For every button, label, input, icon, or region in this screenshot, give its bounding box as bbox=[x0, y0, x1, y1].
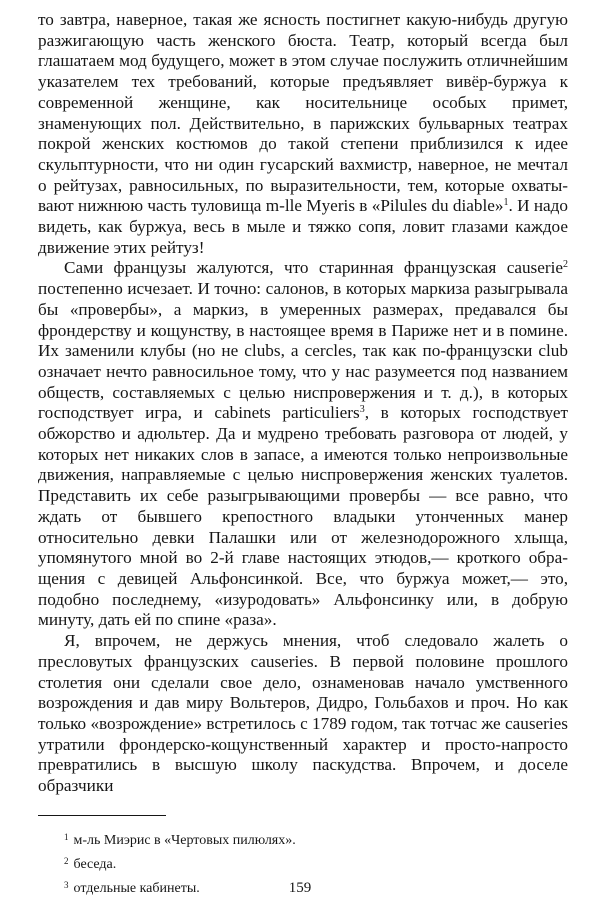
text-segment: постепенно исчезает. И точно: салонов, в которых маркиза разыгрывала бы «провербы», а маркиз, в умеренных размерах, предавался бы фрондерству и кощунству, в настоящее время в Париже нет и в помине. Их заменили клубы (но не clubs, a cercles, так как по-французски club означает нечто равносильное тому, что у нас разумеется под названием обществ, составляемых с целью ниспровержения и т. д.), в которых господствует игра, и cabinets particuliers bbox=[38, 279, 568, 423]
footnote-2 bbox=[64, 852, 544, 874]
main-text bbox=[38, 10, 568, 797]
text-segment: Сами французы жалуются, что старинная французская causerie bbox=[64, 258, 563, 278]
page-number: 159 bbox=[288, 880, 312, 896]
paragraph-3 bbox=[38, 631, 568, 797]
text-segment: . И надо видеть, как буржуа, весь в мыле и тяжко сопя, ловит глазами каждое движение этих рейтуз! bbox=[38, 196, 569, 257]
footnote-text: беседа. bbox=[73, 857, 117, 872]
book-page bbox=[38, 10, 568, 797]
footnote-number: 3 bbox=[64, 880, 69, 890]
footnote-marker: 3 bbox=[359, 404, 365, 416]
text-segment: , в которых господствует обжорство и адюльтер. Да и мудрено требовать разговора от людей, у которых нет никаких слов в запасе, а имеются только непроизвольные движения, направляемые с целью ниспровержения женских туалетов. Представить их себе разыгрывающими провербы — все равно, что ждать от бывшего крепостного владыки утонченных манер относительно девки Палашки или от железнодорожного хлыща, упомянутого мной во 2-й главе настоящих этюдов,— кроткого обращения с девицей Альфонсинкой. Все, что буржуа может,— это, подобно последнему, «изуродовать» Альфонсинку или, в добрую минуту, дать ей по спине «раза». bbox=[38, 403, 568, 630]
paragraph-2 bbox=[38, 258, 568, 631]
footnote-number: 2 bbox=[64, 856, 69, 866]
text-segment: то завтра, наверное, такая же ясность постигнет какую-нибудь другую разжигающую часть женского бюста. Театр, который всегда был глашатаем мод будущего, может в этом случае послужить отличнейшим указателем тех требований, которые предъявляет вивёр-буржуа к современной женщине, как носительнице особых примет, знаменующих пол. Действительно, в парижских бульварных театрах покрой женских костюмов до такой степени приблизился к идее скульптурности, что ни один гусарский вахмистр, наверное, не мечтал о рейтузах, равносильных, по выразительности, тем, которые охватывают нижнюю часть туловища m-lle Myeris в «Pilules du diable» bbox=[38, 10, 568, 216]
footnote-number: 1 bbox=[64, 832, 69, 842]
text-segment: Я, впрочем, не держусь мнения, чтоб следовало жалеть о пресловутых французских causeries. В первой половине прошлого столетия они сделали свое дело, ознаменовав начало умственного возрождения и дав миру Вольтеров, Дидро, Гольбахов и проч. Но как только «возрождение» встретилось с 1789 годом, так тотчас же causeries утратили фрондерско-кощунственный характер и просто-напросто превратились в высшую школу паскудства. Впрочем, и доселе образчики bbox=[38, 631, 568, 796]
footnote-marker: 1 bbox=[503, 197, 509, 209]
footnote-text: м-ль Миэрис в «Чертовых пилюлях». bbox=[73, 833, 296, 848]
footnote-text: отдельные кабинеты. bbox=[73, 881, 200, 896]
footnote-marker: 2 bbox=[563, 259, 568, 271]
paragraph-1 bbox=[38, 10, 568, 258]
footnote-1 bbox=[64, 828, 544, 850]
footnote-divider bbox=[38, 815, 166, 816]
